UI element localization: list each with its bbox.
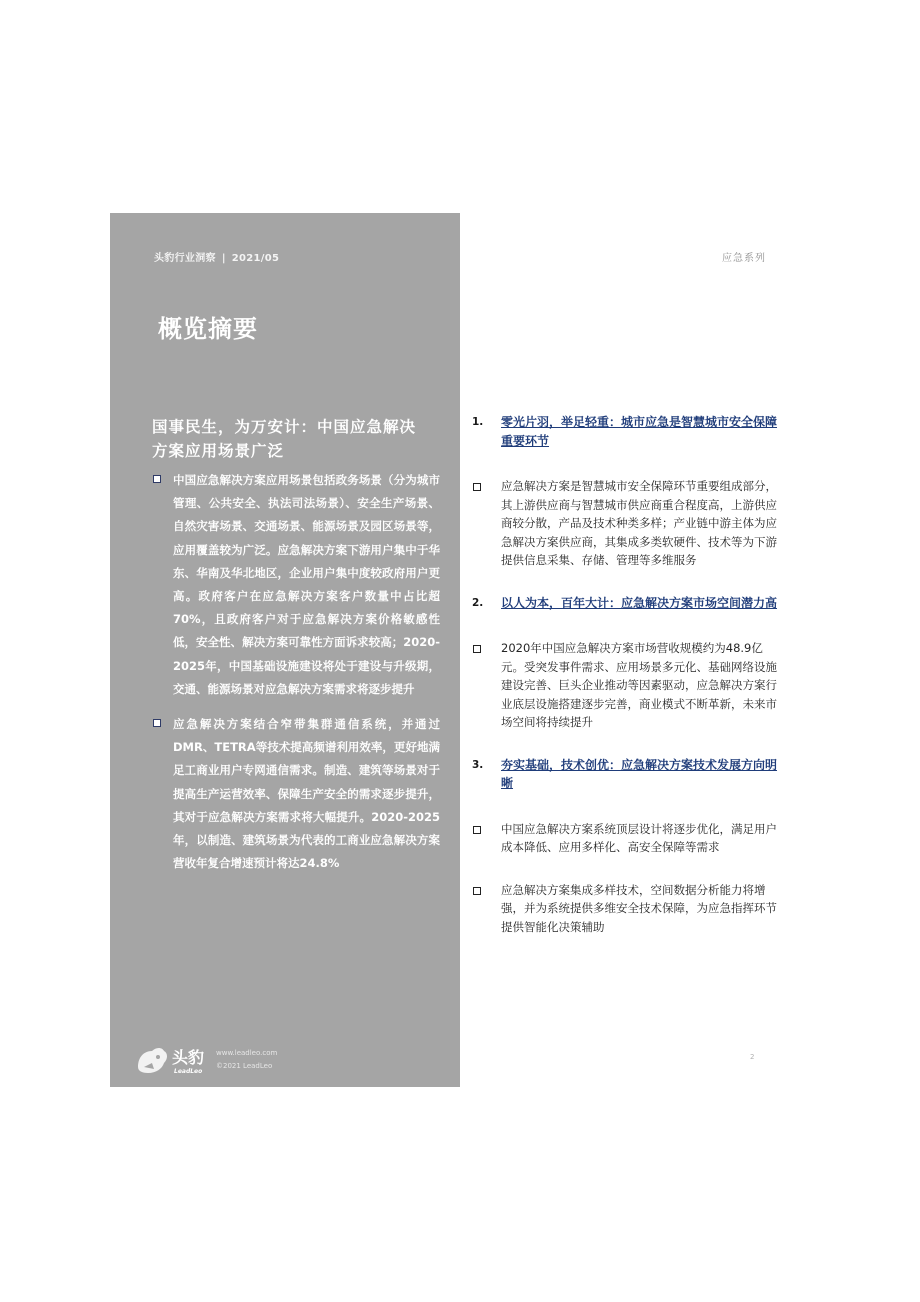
meta-separator: |	[221, 253, 226, 264]
finding-section	[472, 413, 782, 570]
summary-panel	[110, 213, 460, 1087]
report-date: 2021/05	[231, 253, 280, 264]
section-bullets	[472, 639, 782, 732]
square-bullet-icon	[473, 826, 481, 834]
square-bullet-icon	[473, 483, 481, 491]
summary-list	[150, 469, 440, 887]
section-heading	[472, 594, 782, 613]
bullet-text: 应急解决方案集成多样技术，空间数据分析能力将增强，并为系统提供多维安全技术保障，为应急指挥环节提供智能化决策辅助	[501, 882, 777, 934]
logo-text: 头豹	[172, 1048, 205, 1067]
square-bullet-icon	[473, 645, 481, 653]
brand-name: 头豹行业洞察	[154, 253, 216, 264]
leadleo-logo	[134, 1041, 214, 1077]
finding-section	[472, 756, 782, 937]
footer-contact	[216, 1047, 277, 1073]
bullet-text: 应急解决方案是智慧城市安全保障环节重要组成部分，其上游供应商与智慧城市供应商重合程度高，上游供应商较分散，产品及技术种类多样；产业链中游主体为应急解决方案供应商，其集成多类软硬件、技术等为下游提供信息采集、存储、管理等多维服务	[501, 479, 777, 567]
section-heading	[472, 756, 782, 793]
section-number: 1.	[472, 416, 484, 428]
bullet-text: 应急解决方案结合窄带集群通信系统，并通过DMR、TETRA等技术提高频谱利用效率，更好地满足工商业用户专网通信需求。制造、建筑等场景对于提高生产运营效率、保障生产安全的需求逐步提升，其对于应急解决方案需求将大幅提升。2020-2025年，以制造、建筑场景为代表的工商业应急解决方案营收年复合增速预计将达24.8%	[173, 717, 440, 871]
square-bullet-icon	[473, 887, 481, 895]
finding-bullet	[472, 639, 782, 732]
finding-bullet	[472, 820, 782, 857]
section-title: 夯实基础，技术创优：应急解决方案技术发展方向明晰	[501, 757, 778, 790]
key-findings	[472, 413, 782, 960]
bullet-text: 中国应急解决方案应用场景包括政务场景（分为城市管理、公共安全、执法司法场景）、安全生产场景、自然灾害场景、交通场景、能源场景及园区场景等，应用覆盖较为广泛。应急解决方案下游用户集中于华东、华南及华北地区，企业用户集中度较政府用户更高。政府客户在应急解决方案客户数量中占比超70%，且政府客户对于应急解决方案价格敏感性低，安全性、解决方案可靠性方面诉求较高；2020-2025年，中国基础设施建设将处于建设与升级期，交通、能源场景对应急解决方案需求将逐步提升	[173, 473, 440, 696]
square-bullet-icon	[153, 719, 161, 727]
summary-bullet	[150, 469, 440, 701]
finding-bullet	[472, 477, 782, 570]
finding-bullet	[472, 881, 782, 937]
section-title: 零光片羽，举足轻重：城市应急是智慧城市安全保障重要环节	[501, 415, 778, 448]
section-number: 2.	[472, 596, 484, 609]
section-number: 3.	[472, 758, 484, 771]
finding-section	[472, 594, 782, 732]
section-bullets	[472, 477, 782, 570]
report-meta	[154, 249, 279, 264]
page-number: 2	[750, 1053, 755, 1061]
series-label: 应急系列	[722, 253, 766, 264]
logo-subtext: LeadLeo	[174, 1068, 203, 1075]
page-title: 概览摘要	[158, 315, 258, 343]
section-bullets	[472, 820, 782, 937]
summary-heading: 国事民生，为万安计：中国应急解决方案应用场景广泛	[152, 418, 417, 460]
section-heading	[472, 413, 782, 450]
section-title: 以人为本，百年大计：应急解决方案市场空间潜力高	[501, 595, 778, 610]
bullet-text: 中国应急解决方案系统顶层设计将逐步优化，满足用户成本降低、应用多样化、高安全保障等需求	[501, 821, 777, 854]
square-bullet-icon	[153, 475, 161, 483]
summary-bullet	[150, 713, 440, 875]
bullet-text: 2020年中国应急解决方案市场营收规模约为48.9亿元。受突发事件需求、应用场景多元化、基础网络设施建设完善、巨头企业推动等因素驱动，应急解决方案行业底层设施搭建逐步完善，商业模式不断革新，未来市场空间将持续提升	[501, 641, 777, 729]
copyright: ©2021 LeadLeo	[216, 1062, 273, 1070]
website-link[interactable]: www.leadleo.com	[216, 1049, 278, 1057]
report-page	[110, 213, 788, 1087]
